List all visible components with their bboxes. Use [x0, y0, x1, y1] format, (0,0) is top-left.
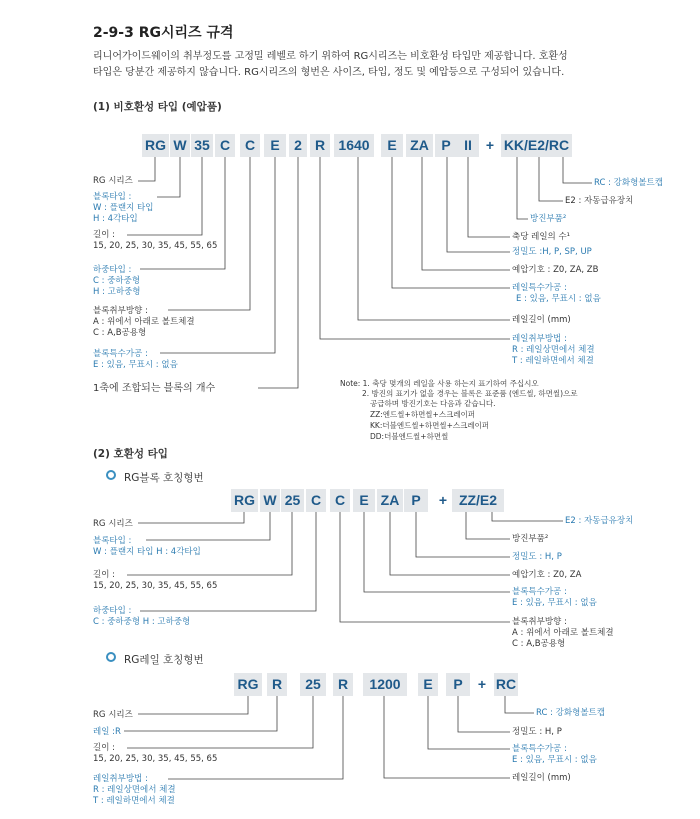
- code-segment: ZZ/E2: [452, 489, 504, 512]
- rail-subheading: RG레일 호칭형번: [106, 652, 204, 667]
- connector-line: [517, 157, 528, 219]
- connector-line: [384, 696, 510, 778]
- connector-line: [492, 512, 563, 521]
- block-subheading: RG블록 호칭형번: [106, 470, 204, 485]
- connector-line: [358, 157, 510, 320]
- page-title: 2-9-3 RG시리즈 규격: [93, 25, 234, 41]
- plus-sign: +: [477, 676, 487, 692]
- connector-line: [458, 696, 510, 732]
- s1-left-label-1: 블록타입 : W : 플랜지 타입 H : 4각타입: [93, 192, 154, 224]
- code-segment: RC: [494, 673, 518, 696]
- connector-line: [320, 157, 510, 339]
- code-segment: RG: [234, 673, 262, 696]
- connector-line: [127, 696, 313, 748]
- note-line-2: 공급하며 방진기호는 다음과 같습니다.: [370, 399, 496, 408]
- block-left-label-3: 하중타입 : C : 중하중형 H : 고하중형: [93, 606, 191, 627]
- connector-line: [138, 157, 155, 181]
- code-segment: R: [310, 134, 330, 157]
- s1-left-label-6: 1축에 조합되는 블록의 개수: [93, 383, 216, 394]
- note-line-5: DD:더블엔드씰+하면씰: [370, 432, 449, 441]
- code-segment: 25: [281, 489, 304, 512]
- connector-line: [392, 157, 510, 288]
- s1-right-label-0: RC : 강화형볼트캡: [594, 178, 663, 188]
- rail-left-label-0: RG 시리즈: [93, 710, 133, 720]
- connector-line: [127, 512, 292, 575]
- code-segment: 2: [289, 134, 307, 157]
- connector-line: [505, 696, 534, 713]
- s1-left-label-4: 블록취부방향 : A : 위에서 아래로 볼트체결 C : A,B공용형: [93, 306, 195, 338]
- s1-right-label-3: 축당 레일의 수¹: [512, 232, 571, 242]
- note-line-4: KK:더블엔드씰+하면씰+스크레이퍼: [370, 421, 490, 430]
- code-segment: E: [264, 134, 286, 157]
- connector-line: [138, 512, 244, 523]
- code-segment: C: [240, 134, 260, 157]
- connector-line: [416, 512, 510, 557]
- code-segment: W: [260, 489, 280, 512]
- section1-heading: (1) 비호환성 타입 (예압품): [93, 101, 222, 113]
- connector-line: [340, 512, 510, 622]
- connector-line: [140, 512, 316, 611]
- code-segment: RG: [231, 489, 258, 512]
- code-segment: E: [353, 489, 375, 512]
- s1-right-label-7: 레일길이 (mm): [512, 315, 571, 325]
- s1-right-label-4: 정밀도 :H, P, SP, UP: [512, 247, 592, 257]
- connector-line: [390, 512, 510, 575]
- s1-right-label-6: 레일특수가공 : E : 있음, 무표시 : 없음: [512, 283, 601, 304]
- connector-line: [468, 157, 510, 237]
- s1-left-label-5: 블록특수가공 : E : 있음, 무표시 : 없음: [93, 349, 178, 370]
- connector-line: [160, 157, 275, 353]
- connector-line: [563, 157, 592, 183]
- connector-line: [422, 157, 510, 270]
- connector-line: [127, 157, 202, 235]
- block-right-label-4: 블록특수가공 : E : 있음, 무표시 : 없음: [512, 587, 597, 608]
- code-segment: 25: [300, 673, 326, 696]
- note-line-0: Note: 1. 축당 몇개의 레일을 사용 하는지 표기하여 주십시오: [340, 379, 539, 388]
- code-segment: RG: [142, 134, 169, 157]
- block-right-label-0: E2 : 자동급유장치: [565, 516, 634, 526]
- connector-line: [140, 157, 225, 269]
- s1-left-label-3: 하중타입 : C : 중하중형 H : 고하중형: [93, 265, 141, 297]
- connector-line: [428, 696, 510, 749]
- connector-line: [539, 157, 563, 201]
- code-segment: 1640: [334, 134, 374, 157]
- connector-line: [364, 512, 510, 592]
- code-segment: KK/E2/RC: [501, 134, 572, 157]
- connector-line: [124, 696, 277, 731]
- rail-right-label-3: 레일길이 (mm): [512, 773, 571, 783]
- intro-line-2: 타입은 당분간 제공하지 않습니다. RG시리즈의 형번은 사이즈, 타입, 정도 및 예압등으로 구성되어 있습니다.: [93, 67, 565, 78]
- intro-line-1: 리니어가이드웨이의 취부정도를 고정밀 레벨로 하기 위하여 RG시리즈는 비호환성 타입만 제공합니다. 호환성: [93, 51, 568, 62]
- connector-line: [146, 512, 270, 540]
- s1-left-label-0: RG 시리즈: [93, 176, 133, 186]
- code-segment: 35: [191, 134, 213, 157]
- code-segment: ZA: [406, 134, 433, 157]
- s1-right-label-2: 방진부품²: [530, 214, 567, 224]
- code-segment: P: [435, 134, 457, 157]
- code-segment: W: [170, 134, 190, 157]
- plus-sign: +: [485, 137, 495, 153]
- code-segment: P: [446, 673, 470, 696]
- s1-left-label-2: 길이 : 15, 20, 25, 30, 35, 45, 55, 65: [93, 230, 218, 251]
- code-segment: II: [457, 134, 479, 157]
- block-right-label-2: 정밀도 : H, P: [512, 552, 562, 562]
- code-segment: C: [306, 489, 326, 512]
- rail-left-label-2: 길이 : 15, 20, 25, 30, 35, 45, 55, 65: [93, 743, 218, 764]
- rail-right-label-0: RC : 강화형볼트캡: [536, 708, 605, 718]
- plus-sign: +: [438, 492, 448, 508]
- connector-line: [138, 696, 248, 714]
- connector-line: [157, 157, 180, 197]
- connector-line: [447, 157, 510, 252]
- code-segment: C: [215, 134, 235, 157]
- code-segment: R: [333, 673, 353, 696]
- note-line-1: 2. 방진의 표기가 없을 경우는 블록은 표준품 (엔드씰, 하면씰)으로: [362, 389, 578, 398]
- code-segment: E: [381, 134, 403, 157]
- section2-heading: (2) 호환성 타입: [93, 448, 168, 460]
- connector-line: [466, 512, 510, 539]
- s1-right-label-8: 레일취부방법 : R : 레일상면에서 체결 T : 레일하면에서 체결: [512, 334, 595, 366]
- code-segment: ZA: [377, 489, 403, 512]
- code-segment: C: [330, 489, 350, 512]
- block-right-label-1: 방진부품²: [512, 534, 549, 544]
- rail-right-label-2: 블록특수가공 : E : 있음, 무표시 : 없음: [512, 744, 597, 765]
- block-right-label-3: 예압기호 : Z0, ZA: [512, 570, 582, 580]
- block-left-label-1: 블록타입 : W : 플랜지 타입 H : 4각타입: [93, 536, 201, 557]
- code-segment: 1200: [363, 673, 407, 696]
- code-segment: P: [404, 489, 428, 512]
- s1-right-label-1: E2 : 자동급유장치: [565, 196, 634, 206]
- rail-left-label-1: 레일 :R: [93, 727, 121, 737]
- rail-left-label-3: 레일취부방법 : R : 레일상면에서 체결 T : 레일하면에서 체결: [93, 774, 176, 806]
- s1-right-label-5: 예압기호 : Z0, ZA, ZB: [512, 265, 599, 275]
- block-left-label-0: RG 시리즈: [93, 519, 133, 529]
- rail-right-label-1: 정밀도 : H, P: [512, 727, 562, 737]
- block-left-label-2: 길이 : 15, 20, 25, 30, 35, 45, 55, 65: [93, 570, 218, 591]
- code-segment: E: [418, 673, 438, 696]
- connector-line: [168, 696, 343, 779]
- code-segment: R: [267, 673, 287, 696]
- note-line-3: ZZ:엔드씰+하면씰+스크레이퍼: [370, 410, 476, 419]
- block-right-label-5: 블록취부방향 : A : 위에서 아래로 볼트체결 C : A,B공용형: [512, 617, 614, 649]
